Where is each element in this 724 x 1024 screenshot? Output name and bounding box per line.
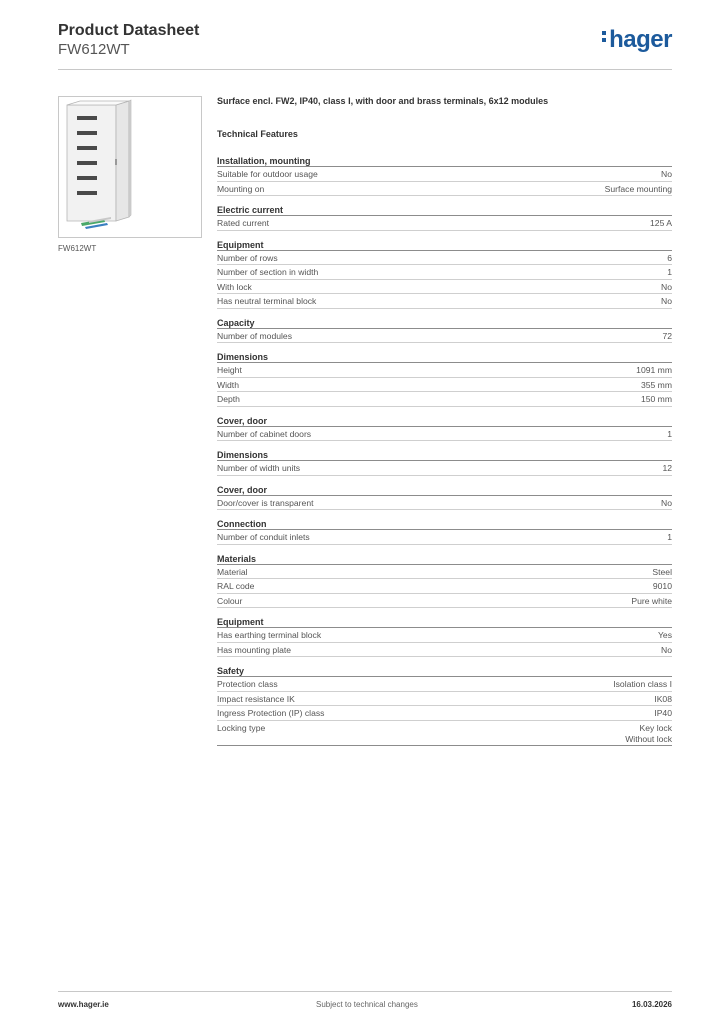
feature-row xyxy=(217,706,672,721)
document-title: Product Datasheet xyxy=(58,22,200,39)
feature-value: 355 mm xyxy=(640,379,672,390)
page-footer xyxy=(58,991,672,1011)
feature-row xyxy=(217,294,672,309)
section-title: Dimensions xyxy=(217,351,672,363)
feature-value-line: Without lock xyxy=(625,733,672,744)
feature-value: IP40 xyxy=(654,708,672,718)
feature-row xyxy=(217,167,672,182)
section-title: Installation, mounting xyxy=(217,155,672,167)
feature-row xyxy=(217,643,672,658)
feature-label: Rated current xyxy=(217,218,270,228)
feature-sections xyxy=(217,155,672,746)
feature-section xyxy=(217,239,672,309)
footer-date: 16.03.2026 xyxy=(631,1000,672,1009)
feature-label: Has mounting plate xyxy=(217,644,292,655)
feature-row xyxy=(217,461,672,476)
section-title: Materials xyxy=(217,553,672,565)
feature-label: Height xyxy=(217,365,242,375)
feature-label: Has earthing terminal block xyxy=(217,630,322,640)
footer-website: www.hager.ie xyxy=(58,1000,109,1009)
feature-value: 1091 mm xyxy=(636,365,672,375)
section-title: Electric current xyxy=(217,204,672,216)
feature-row xyxy=(217,392,672,407)
product-code: FW612WT xyxy=(58,41,130,58)
feature-value: 125 A xyxy=(650,218,672,228)
feature-section xyxy=(217,616,672,657)
feature-row xyxy=(217,496,672,511)
feature-label: Depth xyxy=(217,394,240,404)
feature-label: Locking type xyxy=(217,722,266,733)
feature-row xyxy=(217,565,672,580)
feature-value: Yes xyxy=(657,630,672,640)
section-title: Equipment xyxy=(217,239,672,251)
feature-value-line: Key lock xyxy=(639,722,672,733)
feature-label: Impact resistance IK xyxy=(217,693,295,704)
feature-label: Number of modules xyxy=(217,330,292,341)
feature-row xyxy=(217,251,672,266)
feature-value: 72 xyxy=(662,330,672,341)
feature-value: No xyxy=(661,281,672,292)
feature-value: 1 xyxy=(667,428,672,439)
logo-dots-icon xyxy=(602,28,608,45)
feature-value: 1 xyxy=(667,267,672,277)
feature-label: Door/cover is transparent xyxy=(217,497,314,508)
page-header xyxy=(58,22,672,70)
feature-row xyxy=(217,721,672,746)
product-image xyxy=(58,96,202,238)
feature-row xyxy=(217,329,672,344)
feature-value: No xyxy=(661,169,672,179)
feature-section xyxy=(217,415,672,442)
feature-value: IK08 xyxy=(654,693,672,704)
feature-row xyxy=(217,216,672,231)
feature-label: RAL code xyxy=(217,581,255,591)
feature-value: 12 xyxy=(662,463,672,473)
feature-value xyxy=(625,723,672,745)
feature-section xyxy=(217,155,672,196)
feature-label: Has neutral terminal block xyxy=(217,296,317,306)
feature-value: Isolation class I xyxy=(613,679,672,689)
feature-label: Colour xyxy=(217,595,243,606)
feature-row xyxy=(217,182,672,197)
feature-row xyxy=(217,265,672,280)
feature-value: No xyxy=(661,497,672,508)
feature-label: Ingress Protection (IP) class xyxy=(217,708,325,718)
feature-row xyxy=(217,530,672,545)
feature-label: Number of width units xyxy=(217,463,301,473)
logo-text: hager xyxy=(609,26,672,53)
feature-row xyxy=(217,579,672,594)
feature-value: Steel xyxy=(652,566,672,577)
feature-section xyxy=(217,351,672,407)
feature-value: 150 mm xyxy=(640,394,672,404)
feature-row xyxy=(217,594,672,609)
feature-section xyxy=(217,518,672,545)
enclosure-illustration xyxy=(59,97,201,237)
feature-value: No xyxy=(661,644,672,655)
section-title: Equipment xyxy=(217,616,672,628)
technical-features-title: Technical Features xyxy=(217,129,298,139)
feature-label: Number of rows xyxy=(217,252,278,263)
feature-label: Mounting on xyxy=(217,183,265,194)
feature-section xyxy=(217,204,672,231)
feature-value: Pure white xyxy=(631,595,672,606)
section-title: Safety xyxy=(217,665,672,677)
feature-label: Width xyxy=(217,379,239,390)
feature-label: Protection class xyxy=(217,679,278,689)
feature-section xyxy=(217,665,672,746)
feature-row xyxy=(217,677,672,692)
feature-value: No xyxy=(661,296,672,306)
section-title: Cover, door xyxy=(217,484,672,496)
feature-label: Material xyxy=(217,566,248,577)
feature-value: 9010 xyxy=(652,581,672,591)
feature-row xyxy=(217,427,672,442)
datasheet-content xyxy=(217,96,672,754)
section-title: Cover, door xyxy=(217,415,672,427)
feature-label: Suitable for outdoor usage xyxy=(217,169,318,179)
feature-section xyxy=(217,317,672,344)
feature-section xyxy=(217,449,672,476)
feature-label: Number of conduit inlets xyxy=(217,532,310,542)
feature-row xyxy=(217,378,672,393)
section-title: Dimensions xyxy=(217,449,672,461)
image-caption: FW612WT xyxy=(58,244,97,253)
feature-row xyxy=(217,280,672,295)
hager-logo xyxy=(602,26,672,54)
feature-value: 1 xyxy=(667,532,672,542)
section-title: Capacity xyxy=(217,317,672,329)
footer-notice: Subject to technical changes xyxy=(316,1000,418,1009)
feature-label: Number of section in width xyxy=(217,267,319,277)
section-title: Connection xyxy=(217,518,672,530)
feature-label: With lock xyxy=(217,281,252,292)
feature-row xyxy=(217,363,672,378)
feature-value: Surface mounting xyxy=(604,183,672,194)
product-description: Surface encl. FW2, IP40, class I, with door and brass terminals, 6x12 modules xyxy=(217,96,549,106)
feature-section xyxy=(217,553,672,609)
feature-value: 6 xyxy=(667,252,672,263)
feature-row xyxy=(217,628,672,643)
feature-label: Number of cabinet doors xyxy=(217,428,312,439)
feature-section xyxy=(217,484,672,511)
feature-row xyxy=(217,692,672,707)
